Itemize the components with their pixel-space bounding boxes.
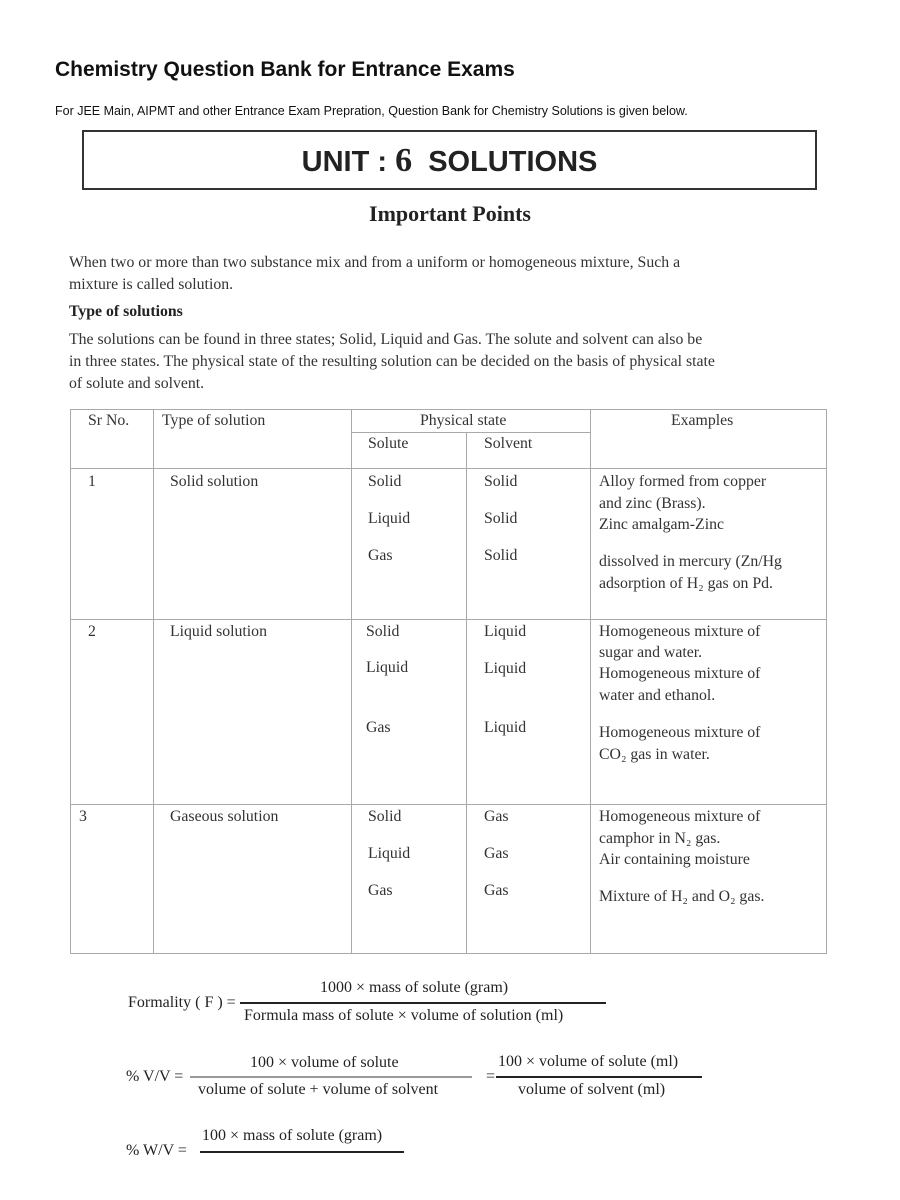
types-line: The solutions can be found in three states; Solid, Liquid and Gas. The solute and solvent can also be <box>69 331 703 348</box>
example: dissolved in mercury (Zn/Hg <box>599 553 782 570</box>
example: Air containing moisture <box>599 851 750 868</box>
example: Homogeneous mixture of <box>599 724 761 741</box>
example: and zinc (Brass). <box>599 495 706 512</box>
intro-line: When two or more than two substance mix and from a uniform or homogeneous mixture, Such a <box>69 254 681 271</box>
solvent: Liquid <box>484 719 527 736</box>
example: camphor in N₂ gas. <box>599 830 721 847</box>
unit-number: 6 <box>395 142 413 179</box>
solute: Liquid <box>368 510 411 527</box>
solute: Solid <box>368 473 402 490</box>
solvent: Solid <box>484 473 518 490</box>
solvent: Solid <box>484 510 518 527</box>
solute: Gas <box>368 882 393 899</box>
header-examples: Examples <box>671 412 734 429</box>
unit-prefix: UNIT : <box>301 146 387 178</box>
section-title: Important Points <box>369 201 531 226</box>
example: Mixture of H₂ and O₂ gas. <box>599 888 765 905</box>
solute: Liquid <box>366 659 409 676</box>
header-solvent: Solvent <box>484 435 533 452</box>
sr-no: 3 <box>79 808 87 825</box>
example: Zinc amalgam-Zinc <box>599 516 725 533</box>
formula-lhs: % V/V = <box>126 1068 184 1085</box>
solute: Gas <box>368 547 393 564</box>
formula-numerator: 100 × mass of solute (gram) <box>202 1127 383 1144</box>
formula-numerator: 100 × volume of solute (ml) <box>498 1053 679 1070</box>
solvent: Gas <box>484 845 509 862</box>
solution-type: Gaseous solution <box>170 808 279 825</box>
unit-banner <box>82 130 817 190</box>
formula-denominator: volume of solvent (ml) <box>518 1081 666 1098</box>
unit-heading <box>84 142 815 180</box>
formula-numerator: 1000 × mass of solute (gram) <box>320 979 509 996</box>
solution-type: Solid solution <box>170 473 259 490</box>
formula-equals: = <box>486 1068 496 1085</box>
solute: Gas <box>366 719 391 736</box>
types-heading: Type of solutions <box>69 303 183 320</box>
types-line: in three states. The physical state of the resulting solution can be decided on the basis of physical state <box>69 353 715 370</box>
sr-no: 1 <box>88 473 96 490</box>
example: adsorption of H₂ gas on Pd. <box>599 575 773 592</box>
example: water and ethanol. <box>599 687 716 704</box>
formula-lhs: % W/V = <box>126 1142 187 1159</box>
example: Alloy formed from copper <box>599 473 767 490</box>
example: sugar and water. <box>599 644 703 661</box>
sr-no: 2 <box>88 623 96 640</box>
formula-numerator: 100 × volume of solute <box>250 1054 399 1071</box>
solvent: Gas <box>484 882 509 899</box>
solution-type: Liquid solution <box>170 623 267 640</box>
header-physical-state: Physical state <box>420 412 507 429</box>
solute: Solid <box>366 623 400 640</box>
solvent: Liquid <box>484 660 527 677</box>
example: Homogeneous mixture of <box>599 665 761 682</box>
example: Homogeneous mixture of <box>599 808 761 825</box>
formula-denominator: Formula mass of solute × volume of solution (ml) <box>244 1007 564 1024</box>
intro-line: mixture is called solution. <box>69 276 234 293</box>
page-subtitle: For JEE Main, AIPMT and other Entrance Exam Prepration, Question Bank for Chemistry Solutions is given below. <box>55 104 688 118</box>
header-solute: Solute <box>368 435 409 452</box>
unit-name: SOLUTIONS <box>428 146 598 178</box>
example: CO₂ gas in water. <box>599 746 710 763</box>
header-sr: Sr No. <box>88 412 130 429</box>
solvent: Liquid <box>484 623 527 640</box>
solute: Liquid <box>368 845 411 862</box>
formula-denominator: volume of solute + volume of solvent <box>198 1081 439 1098</box>
solvent: Solid <box>484 547 518 564</box>
types-line: of solute and solvent. <box>69 375 205 392</box>
example: Homogeneous mixture of <box>599 623 761 640</box>
formula-lhs: Formality ( F ) = <box>128 994 236 1011</box>
page-title: Chemistry Question Bank for Entrance Exams <box>55 58 515 81</box>
header-type: Type of solution <box>162 412 266 429</box>
solvent: Gas <box>484 808 509 825</box>
solute: Solid <box>368 808 402 825</box>
